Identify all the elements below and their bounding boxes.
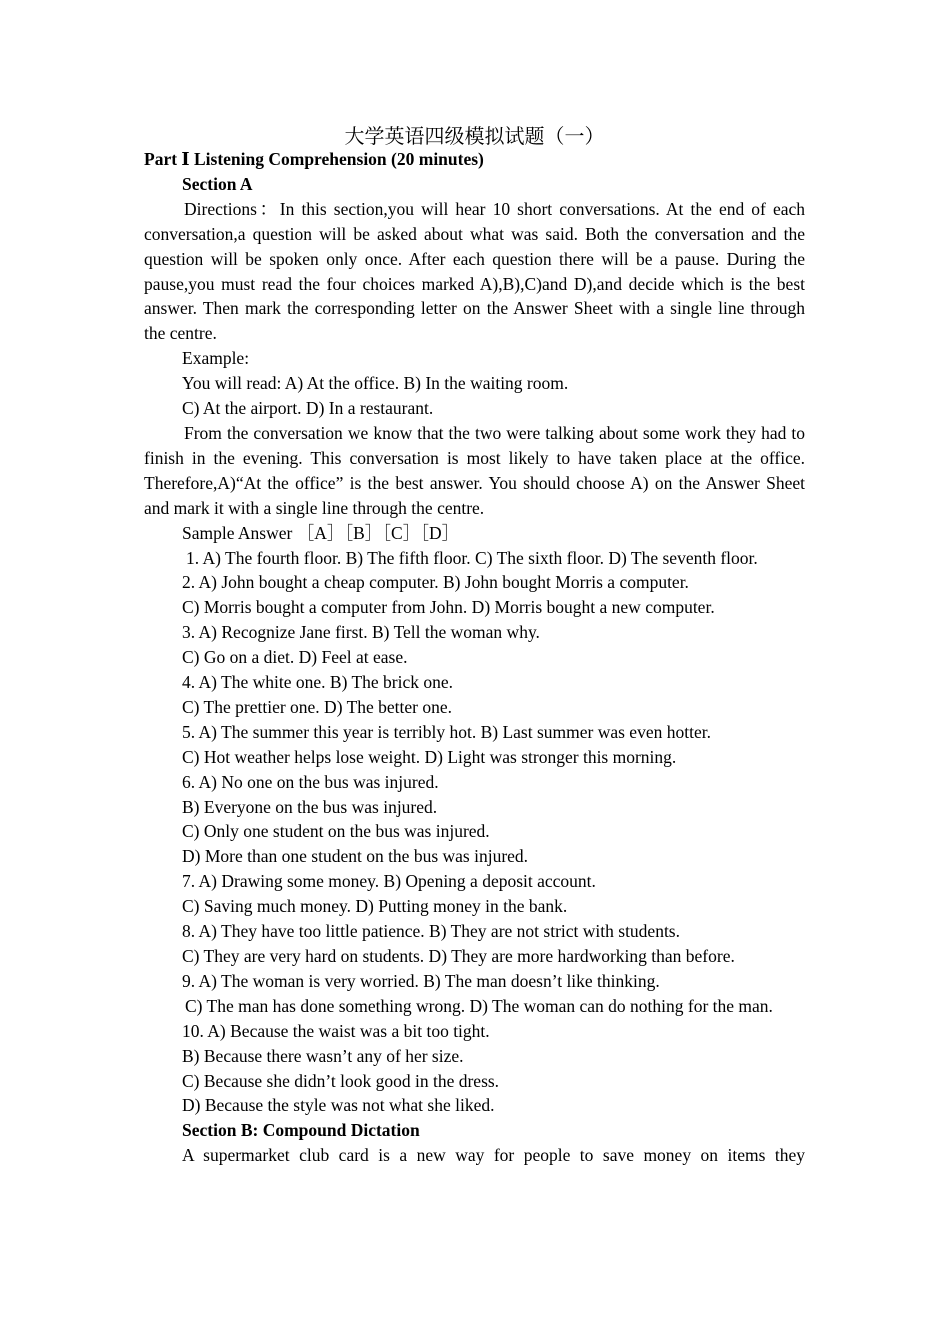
question-item: 9. A) The woman is very worried. B) The man doesn’t like thinking. — [182, 970, 660, 991]
example-choice-line: C) At the airport. D) In a restaurant. — [182, 398, 434, 419]
question-item: C) The man has done something wrong. D) The woman can do nothing for the man. — [185, 995, 773, 1016]
question-item: 8. A) They have too little patience. B) They are not strict with students. — [182, 921, 680, 942]
question-item: C) Saving much money. D) Putting money in the bank. — [182, 896, 568, 917]
section-b-paragraph: A supermarket club card is a new way for people to save money on items they — [182, 1145, 805, 1166]
example-label: Example: — [182, 348, 250, 369]
question-item: B) Everyone on the bus was injured. — [182, 796, 438, 817]
question-item: 5. A) The summer this year is terribly hot. B) Last summer was even hotter. — [182, 721, 711, 742]
question-item: D) More than one student on the bus was injured. — [182, 846, 529, 867]
section-heading: Section A — [182, 173, 253, 194]
question-item: C) They are very hard on students. D) They are more hardworking than before. — [182, 946, 735, 966]
question-item: 3. A) Recognize Jane first. B) Tell the woman why. — [182, 622, 540, 643]
question-item: 4. A) The white one. B) The brick one. — [182, 672, 454, 693]
page-title: 大学英语四级模拟试题（一） — [344, 124, 605, 148]
question-item: B) Because there wasn’t any of her size. — [182, 1045, 464, 1066]
part-heading: Part Ⅰ Listening Comprehension (20 minutes) — [144, 149, 484, 169]
example-choice-line: You will read: A) At the office. B) In the waiting room. — [182, 373, 569, 394]
question-item: 2. A) John bought a cheap computer. B) John bought Morris a computer. — [182, 572, 689, 593]
sample-answer: Sample Answer ［A］［B］［C］［D］ — [182, 522, 460, 543]
question-item: C) Hot weather helps lose weight. D) Light was stronger this morning. — [182, 746, 677, 767]
section-heading: Section B: Compound Dictation — [182, 1120, 420, 1141]
question-item: C) Morris bought a computer from John. D) Morris bought a new computer. — [182, 597, 715, 618]
question-item: C) Because she didn’t look good in the dress. — [182, 1070, 500, 1091]
question-item: D) Because the style was not what she liked. — [182, 1095, 495, 1116]
question-item: 6. A) No one on the bus was injured. — [182, 771, 439, 792]
question-item: 10. A) Because the waist was a bit too tight. — [182, 1020, 490, 1041]
question-item: C) The prettier one. D) The better one. — [182, 696, 453, 717]
question-item: C) Go on a diet. D) Feel at ease. — [182, 647, 408, 668]
example-explanation: From the conversation we know that the two were talking about some work they had to finish in the evening. This conversation is most likely to have taken place at the office. Therefore,A)“At the office” is the best answer. You should choose A) on the Answer Sheet and mark it with a single line through the centre. — [144, 422, 805, 518]
question-item: 7. A) Drawing some money. B) Opening a deposit account. — [182, 871, 596, 892]
directions-paragraph: Directions：In this section,you will hear 10 short conversations. At the end of each conversation,a question will be asked about what was said. Both the conversation and the question will be spoken only once. After each question there will be a pause. During the pause,you must read the four choices marked A),B),C)and D),and decide which is the best answer. Then mark the corresponding letter on the Answer Sheet with a single line through the centre. — [144, 198, 805, 344]
question-item: 1. A) The fourth floor. B) The fifth floor. C) The sixth floor. D) The seventh floor. — [186, 547, 758, 568]
question-item: C) Only one student on the bus was injured. — [182, 821, 490, 842]
document-page — [144, 121, 805, 1168]
